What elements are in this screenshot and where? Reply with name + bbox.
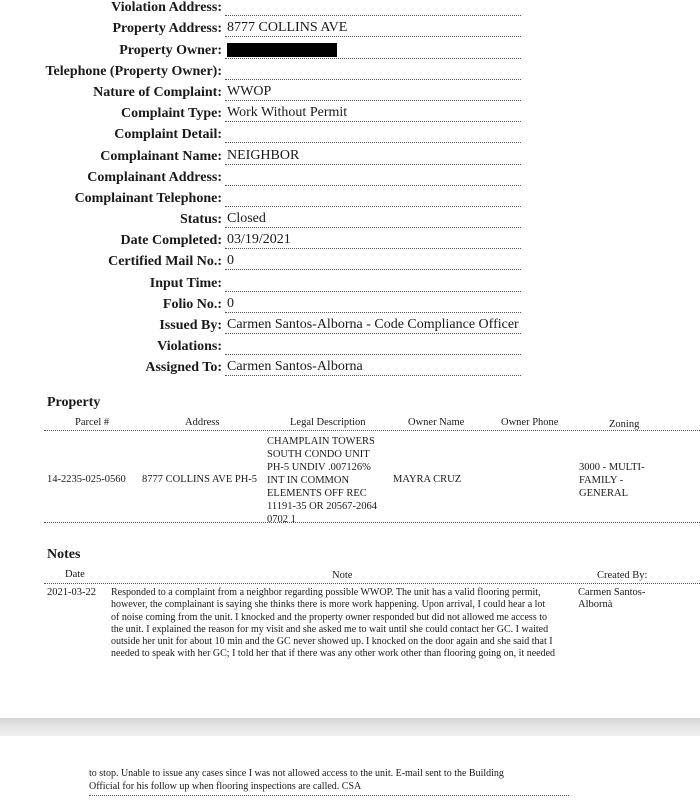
field-label: Assigned To: [145,360,222,376]
field-label: Folio No.: [162,296,222,312]
field-row [0,37,700,58]
field-label: Violation Address: [111,0,222,16]
legal-description-line: PH-5 UNDIV .007126% [267,462,371,473]
field-value: 0 [225,295,521,313]
header-address: Address [185,417,220,428]
page-2 [0,736,700,800]
field-row [0,228,700,249]
notes-table [44,568,700,660]
field-row [0,165,700,186]
field-row [0,143,700,164]
field-value: Closed [225,210,521,228]
property-table-header [44,415,700,431]
field-value: Work Without Permit [225,104,521,122]
field-row [0,207,700,228]
property-address: 8777 COLLINS AVE PH-5 [142,474,258,485]
field-label: Complainant Telephone: [74,190,222,206]
legal-description-line: SOUTH CONDO UNIT [267,449,370,460]
field-row [0,122,700,143]
field-row [0,355,700,376]
note-text [111,587,581,661]
zoning-line: 3000 - MULTI- [579,462,645,473]
complaint-fields [0,0,700,376]
field-value [225,125,521,143]
field-label: Status: [179,212,222,228]
header-owner-phone: Owner Phone [501,417,559,428]
note-line: of noise coming from the unit. I knocked and the property owner responded but did not allowed me access to [111,611,547,623]
field-row [0,101,700,122]
redaction-bar [227,43,337,57]
page-break [0,718,700,736]
field-value [225,62,521,80]
field-row [0,80,700,101]
header-note: Note [332,570,353,581]
zoning-line: FAMILY - [579,475,624,486]
field-row [0,59,700,80]
zoning-line: GENERAL [579,488,628,499]
note-continuation [89,768,569,796]
field-label: Issued By: [159,318,222,333]
field-value [225,189,521,207]
field-value [225,337,521,355]
parcel-number: 14-2235-025-0560 [47,474,126,485]
field-label: Complaint Detail: [114,127,222,143]
field-value: NEIGHBOR [225,147,521,165]
header-parcel: Parcel # [75,417,110,428]
note-line: outside her unit for about 10 min and the GC never showed up. I knocked on the door again and she said that I [111,636,553,648]
created-by-line: Carmen Santos- [578,587,646,598]
zoning [579,461,689,500]
field-label: Complainant Address: [87,169,222,185]
field-row [0,186,700,207]
field-label: Violations: [157,339,222,355]
note-line: Responded to a complaint from a neighbor regarding possible WWOP. The unit has a valid flooring permit, [111,587,541,598]
header-legal-description: Legal Description [290,417,366,428]
property-row [44,431,700,523]
field-label: Date Completed: [120,233,222,249]
field-row [0,0,700,16]
field-value [225,168,521,186]
field-label: Property Address: [112,21,222,37]
note-line: the unit. I explained the reason for my visit and she asked me to wait until she could contact her GC. I waited [111,623,549,635]
header-owner-name: Owner Name [408,417,465,428]
notes-section-title: Notes [47,547,81,562]
field-value: 03/19/2021 [225,231,521,249]
field-label: Property Owner: [119,42,222,58]
note-line: needed to speak with her GC; I told her that if there was any other work other than flooring going on, it needed [111,648,556,660]
legal-description-line: INT IN COMMON [267,475,350,486]
property-section-title: Property [47,395,101,410]
field-value: WWOP [225,83,521,101]
property-table [44,415,700,523]
field-value [225,0,521,16]
note-date: 2021-03-22 [47,587,96,598]
field-value: Carmen Santos-Alborna - Code Compliance Officer [225,316,521,334]
notes-table-header [44,568,700,584]
field-row [0,292,700,313]
legal-description-line: ELEMENTS OFF REC [267,488,367,499]
field-value [225,274,521,292]
header-created-by: Created By: [597,570,648,581]
legal-description-line: 0702 1 [267,514,296,525]
created-by-line: Albornà [578,599,613,611]
field-label: Complainant Name: [100,148,222,164]
field-row [0,270,700,291]
field-value: Carmen Santos-Alborna [225,358,521,376]
note-created-by [578,587,678,612]
field-label: Telephone (Property Owner): [45,63,222,79]
field-row [0,249,700,270]
header-date: Date [65,569,85,580]
field-label: Input Time: [149,275,222,291]
field-label: Nature of Complaint: [93,84,222,100]
header-zoning: Zoning [609,419,640,430]
field-row [0,313,700,334]
field-value: 8777 COLLINS AVE [225,19,521,37]
note-continuation-line: Official for his follow up when flooring inspections are called. CSA [89,780,362,792]
note-line: however, the complainant is saying she thinks there is more work happening. Upon arrival, I could hear a lot [111,599,546,611]
legal-description-line: 11191-35 OR 20567-2064 [267,501,378,512]
field-label: Certified Mail No.: [108,254,222,270]
field-label: Complaint Type: [121,106,222,122]
field-row [0,334,700,355]
legal-description [267,435,392,526]
field-row [0,16,700,37]
owner-name: MAYRA CRUZ [393,474,462,485]
legal-description-line: CHAMPLAIN TOWERS [267,436,375,447]
field-value [225,41,521,59]
note-continuation-line: to stop. Unable to issue any cases since I was not allowed access to the unit. E-mail sent to the Building [89,768,504,779]
field-value: 0 [225,252,521,270]
